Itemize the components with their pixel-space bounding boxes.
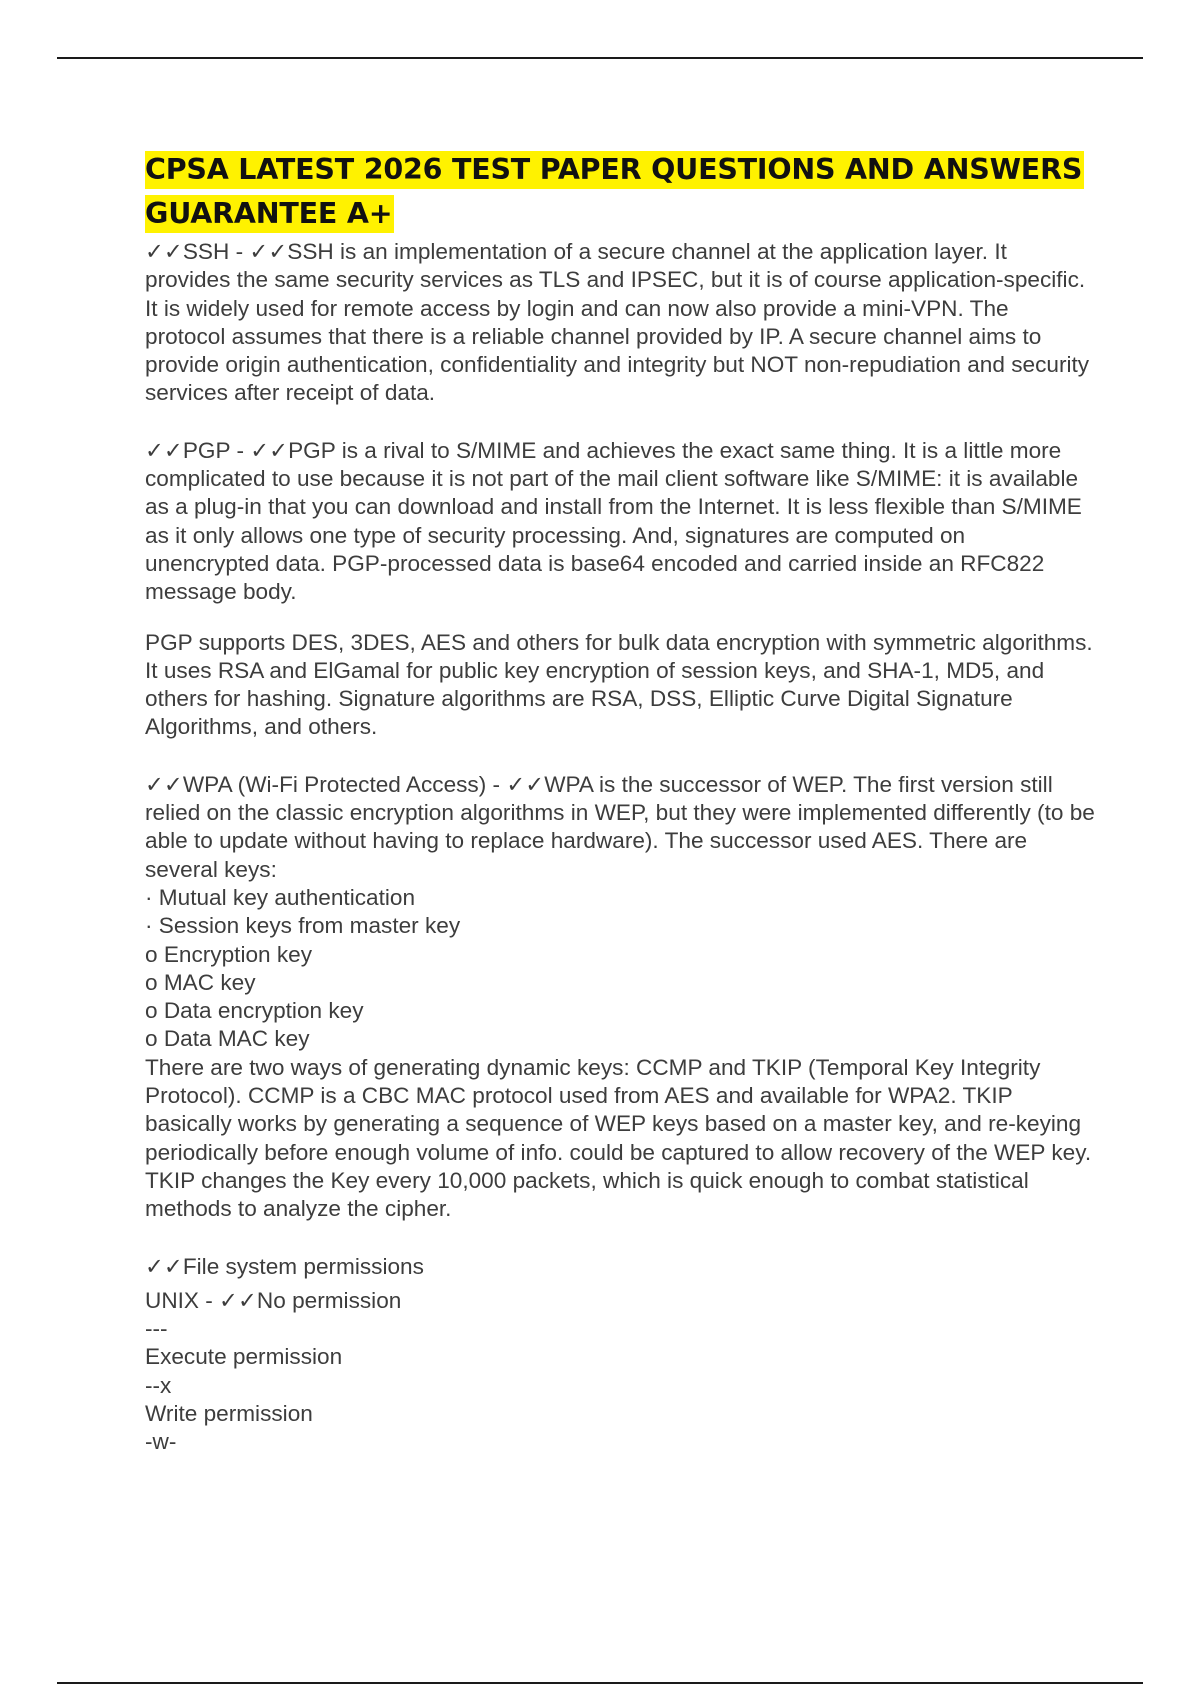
list-item: o Data encryption key xyxy=(145,998,364,1024)
list-item: o Data MAC key xyxy=(145,1026,310,1052)
document-title xyxy=(145,148,1095,236)
list-item: o MAC key xyxy=(145,969,256,995)
footer-rule xyxy=(57,1682,1143,1684)
list-item: · Session keys from master key xyxy=(145,913,461,939)
document-body xyxy=(145,148,1095,1457)
permissions-section xyxy=(145,1253,1095,1457)
title-highlight: CPSA LATEST 2026 TEST PAPER QUESTIONS AND ANSWERS GUARANTEE A+ xyxy=(145,151,1084,233)
permission-line: --x xyxy=(145,1372,172,1398)
wpa-key-list xyxy=(145,884,1095,1054)
permission-line: UNIX - ✓✓No permission xyxy=(145,1287,402,1313)
permission-line: Execute permission xyxy=(145,1344,343,1370)
list-item: · Mutual key authentication xyxy=(145,884,416,910)
pgp-paragraph: ✓✓PGP - ✓✓PGP is a rival to S/MIME and achieves the exact same thing. It is a little more complicated to use because it is not part of the mail client software like S/MIME: it is available as a plug-in that you can download and install from the Internet. It is less flexible than S/MIME as it only allows one type of security processing. And, signatures are computed on unencrypted data. PGP-processed data is base64 encoded and carried inside an RFC822 message body. xyxy=(145,437,1082,605)
list-item: o Encryption key xyxy=(145,941,313,967)
permission-line: -w- xyxy=(145,1429,177,1455)
wpa-dynamic-keys-paragraph: There are two ways of generating dynamic keys: CCMP and TKIP (Temporal Key Integrity Protocol). CCMP is a CBC MAC protocol used from AES and available for WPA2. TKIP basically works by generating a sequence of WEP keys based on a master key, and re-keying periodically before enough volume of info. could be captured to allow recovery of the WEP key. TKIP changes the Key every 10,000 packets, which is quick enough to combat statistical methods to analyze the cipher. xyxy=(145,1054,1092,1222)
header-rule xyxy=(57,57,1143,59)
wpa-paragraph: ✓✓WPA (Wi-Fi Protected Access) - ✓✓WPA is the successor of WEP. The first version still relied on the classic encryption algorithms in WEP, but they were implemented differently (to be able to update without having to replace hardware). The successor used AES. There are several keys: xyxy=(145,771,1095,882)
permissions-heading: ✓✓File system permissions xyxy=(145,1253,424,1279)
pgp-algorithms-paragraph: PGP supports DES, 3DES, AES and others for bulk data encryption with symmetric algorithms. It uses RSA and ElGamal for public key encryption of session keys, and SHA-1, MD5, and others for hashing. Signature algorithms are RSA, DSS, Elliptic Curve Digital Signature Algorithms, and others. xyxy=(145,629,1093,740)
ssh-paragraph: ✓✓SSH - ✓✓SSH is an implementation of a secure channel at the application layer. It provides the same security services as TLS and IPSEC, but it is of course application-specific. It is widely used for remote access by login and can now also provide a mini-VPN. The protocol assumes that there is a reliable channel provided by IP. A secure channel aims to provide origin authentication, confidentiality and integrity but NOT non-repudiation and security services after receipt of data. xyxy=(145,239,1090,406)
permission-line: --- xyxy=(145,1316,168,1342)
permission-line: Write permission xyxy=(145,1400,313,1426)
